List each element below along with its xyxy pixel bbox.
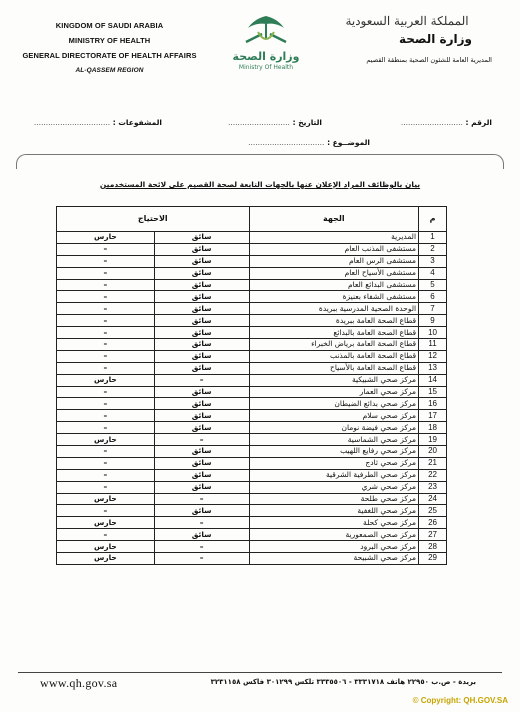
header-kingdom-ar: المملكة العربية السعودية bbox=[345, 14, 469, 28]
row-organization: مركز صحي رفايع اللهيب bbox=[249, 446, 419, 458]
row-need-second: – bbox=[57, 267, 155, 279]
table-row bbox=[57, 362, 447, 374]
number-label: الرقم : bbox=[465, 118, 492, 127]
row-organization: مركز صحي ثادج bbox=[249, 457, 419, 469]
row-organization: مستشفى البدائع العام bbox=[249, 279, 419, 291]
row-number: 22 bbox=[419, 469, 447, 481]
row-number: 6 bbox=[419, 291, 447, 303]
row-organization: مركز صحي اللغفية bbox=[249, 505, 419, 517]
logo-english-text: Ministry Of Health bbox=[238, 64, 294, 71]
row-need-first: سائق bbox=[154, 315, 249, 327]
table-row bbox=[57, 517, 447, 529]
row-need-second: – bbox=[57, 481, 155, 493]
row-need-first: سائق bbox=[154, 457, 249, 469]
row-need-second: حارس bbox=[57, 493, 155, 505]
attachments-label: المشفوعات : bbox=[112, 118, 162, 127]
row-need-first: سائق bbox=[154, 529, 249, 541]
row-number: 26 bbox=[419, 517, 447, 529]
row-need-second: – bbox=[57, 422, 155, 434]
row-organization: قطاع الصحة العامة برياض الخبراء bbox=[249, 339, 419, 351]
table-row bbox=[57, 232, 447, 244]
row-number: 12 bbox=[419, 350, 447, 362]
table-row bbox=[57, 243, 447, 255]
row-need-first: – bbox=[154, 541, 249, 553]
header-divider bbox=[16, 154, 504, 169]
row-number: 19 bbox=[419, 434, 447, 446]
logo-arabic-text: وزارة الصحة bbox=[232, 50, 300, 63]
row-need-first: سائق bbox=[154, 446, 249, 458]
row-organization: الوحدة الصحية المدرسية ببريدة bbox=[249, 303, 419, 315]
row-need-first: سائق bbox=[154, 339, 249, 351]
row-organization: مستشفى الأسياح العام bbox=[249, 267, 419, 279]
row-need-first: سائق bbox=[154, 303, 249, 315]
row-number: 5 bbox=[419, 279, 447, 291]
row-need-second: – bbox=[57, 339, 155, 351]
document-title: بيان بالوظائف المراد الإعلان عنها بالجهات التابعة لصحة القصيم على لائحة المستخدمين bbox=[99, 180, 421, 189]
table-row bbox=[57, 422, 447, 434]
row-need-second: – bbox=[57, 303, 155, 315]
table-row bbox=[57, 505, 447, 517]
row-organization: مركز صحي البرود bbox=[249, 541, 419, 553]
header-directorate-ar: المديرية العامة للشئون الصحية بمنطقة القصيم bbox=[366, 56, 492, 64]
letter-meta-row bbox=[20, 118, 492, 132]
row-need-first: سائق bbox=[154, 291, 249, 303]
table-row bbox=[57, 541, 447, 553]
row-need-second: – bbox=[57, 350, 155, 362]
row-need-first: – bbox=[154, 434, 249, 446]
header-english-block bbox=[22, 18, 197, 78]
row-organization: مركز صحي الشبيكية bbox=[249, 374, 419, 386]
row-need-second: حارس bbox=[57, 434, 155, 446]
row-number: 27 bbox=[419, 529, 447, 541]
table-header-row bbox=[57, 207, 447, 232]
header-ministry-en: MINISTRY OF HEALTH bbox=[68, 36, 151, 45]
table-row bbox=[57, 457, 447, 469]
row-number: 15 bbox=[419, 386, 447, 398]
subject-dots: ................................ bbox=[248, 138, 325, 147]
date-field bbox=[228, 118, 322, 127]
row-need-first: سائق bbox=[154, 481, 249, 493]
row-need-first: سائق bbox=[154, 398, 249, 410]
table-row bbox=[57, 350, 447, 362]
table-row bbox=[57, 279, 447, 291]
date-dots: .......................... bbox=[227, 118, 290, 127]
table-row bbox=[57, 481, 447, 493]
row-number: 1 bbox=[419, 232, 447, 244]
copyright-watermark: © Copyright: QH.GOV.SA bbox=[412, 696, 508, 705]
table-row bbox=[57, 374, 447, 386]
row-organization: قطاع الصحة العامة ببريدة bbox=[249, 315, 419, 327]
attachments-dots: ................................ bbox=[33, 118, 111, 127]
table-row bbox=[57, 267, 447, 279]
number-field bbox=[401, 118, 492, 127]
row-number: 16 bbox=[419, 398, 447, 410]
row-organization: مركز صحي الطرفية الشرقية bbox=[249, 469, 419, 481]
row-need-second: حارس bbox=[57, 517, 155, 529]
row-need-first: سائق bbox=[154, 362, 249, 374]
row-number: 23 bbox=[419, 481, 447, 493]
row-organization: مركز صحي الشبيحة bbox=[249, 553, 419, 565]
row-organization: مركز صحي شري bbox=[249, 481, 419, 493]
row-need-second: – bbox=[57, 255, 155, 267]
row-need-second: – bbox=[57, 386, 155, 398]
row-organization: مركز صحي كحلة bbox=[249, 517, 419, 529]
table-row bbox=[57, 327, 447, 339]
ministry-logo bbox=[226, 12, 306, 80]
row-organization: مركز صحي الصمعورية bbox=[249, 529, 419, 541]
row-organization: مركز صحي فيضة نومان bbox=[249, 422, 419, 434]
row-need-second: – bbox=[57, 243, 155, 255]
row-number: 3 bbox=[419, 255, 447, 267]
row-number: 4 bbox=[419, 267, 447, 279]
attachments-field bbox=[34, 118, 162, 127]
row-need-first: سائق bbox=[154, 410, 249, 422]
table-row bbox=[57, 434, 447, 446]
row-need-first: سائق bbox=[154, 267, 249, 279]
palm-emblem-icon bbox=[236, 12, 296, 48]
row-need-first: سائق bbox=[154, 422, 249, 434]
row-number: 21 bbox=[419, 457, 447, 469]
row-need-first: سائق bbox=[154, 279, 249, 291]
row-need-second: – bbox=[57, 398, 155, 410]
footer-contact-info: بريدة - ص.ب ٢٢٩٥٠ هاتف ٣٣٣١٧١٨ - ٣٣٣٥٥٠٦ تلكس ٣٠١٢٩٩ فاكس ٣٢٣١١٥٨ bbox=[210, 678, 476, 686]
header-directorate-en: GENERAL DIRECTORATE OF HEALTH AFFAIRS bbox=[22, 51, 197, 60]
table-row bbox=[57, 291, 447, 303]
row-need-first: – bbox=[154, 517, 249, 529]
row-organization: مستشفى المذنب العام bbox=[249, 243, 419, 255]
row-organization: قطاع الصحة العامة بالبدائع bbox=[249, 327, 419, 339]
row-need-first: سائق bbox=[154, 505, 249, 517]
row-organization: مركز صحي بدائع الضيطان bbox=[249, 398, 419, 410]
row-need-first: – bbox=[154, 374, 249, 386]
row-number: 9 bbox=[419, 315, 447, 327]
row-number: 24 bbox=[419, 493, 447, 505]
row-need-second: – bbox=[57, 291, 155, 303]
row-organization: مركز صحي الشماسية bbox=[249, 434, 419, 446]
row-need-first: سائق bbox=[154, 232, 249, 244]
row-organization: مستشفى الرس العام bbox=[249, 255, 419, 267]
row-number: 7 bbox=[419, 303, 447, 315]
row-need-second: – bbox=[57, 469, 155, 481]
table-row bbox=[57, 553, 447, 565]
row-number: 20 bbox=[419, 446, 447, 458]
row-need-first: سائق bbox=[154, 386, 249, 398]
row-organization: مركز صحي سلام bbox=[249, 410, 419, 422]
row-number: 13 bbox=[419, 362, 447, 374]
header-region-en: AL-QASSEM REGION bbox=[75, 67, 144, 74]
row-number: 11 bbox=[419, 339, 447, 351]
row-number: 25 bbox=[419, 505, 447, 517]
table-row bbox=[57, 469, 447, 481]
row-need-first: سائق bbox=[154, 350, 249, 362]
table-row bbox=[57, 315, 447, 327]
jobs-table bbox=[56, 206, 447, 565]
footer-divider bbox=[18, 672, 502, 673]
header-kingdom-en: KINGDOM OF SAUDI ARABIA bbox=[55, 21, 164, 30]
row-need-first: – bbox=[154, 493, 249, 505]
header-ministry-ar: وزارة الصحة bbox=[398, 32, 472, 46]
row-need-second: – bbox=[57, 410, 155, 422]
table-row bbox=[57, 339, 447, 351]
row-number: 18 bbox=[419, 422, 447, 434]
row-need-second: – bbox=[57, 327, 155, 339]
row-need-second: حارس bbox=[57, 232, 155, 244]
row-need-first: – bbox=[154, 553, 249, 565]
row-need-second: – bbox=[57, 529, 155, 541]
subject-field bbox=[170, 138, 370, 152]
table-row bbox=[57, 446, 447, 458]
table-row bbox=[57, 529, 447, 541]
row-number: 29 bbox=[419, 553, 447, 565]
row-need-second: – bbox=[57, 457, 155, 469]
table-row bbox=[57, 303, 447, 315]
row-need-first: سائق bbox=[154, 469, 249, 481]
table-row bbox=[57, 255, 447, 267]
row-need-second: – bbox=[57, 362, 155, 374]
table-row bbox=[57, 398, 447, 410]
row-organization: المديرية bbox=[249, 232, 419, 244]
row-organization: قطاع الصحة العامة بالأسياح bbox=[249, 362, 419, 374]
table-row bbox=[57, 386, 447, 398]
row-need-first: سائق bbox=[154, 243, 249, 255]
table-row bbox=[57, 493, 447, 505]
row-need-second: – bbox=[57, 446, 155, 458]
col-header-org: الجهة bbox=[249, 207, 419, 232]
header-arabic-block bbox=[322, 14, 492, 64]
row-need-first: سائق bbox=[154, 327, 249, 339]
row-need-second: – bbox=[57, 505, 155, 517]
row-need-first: سائق bbox=[154, 255, 249, 267]
subject-label: الموضــوع : bbox=[327, 138, 370, 147]
table-row bbox=[57, 410, 447, 422]
row-organization: مركز صحي طلحة bbox=[249, 493, 419, 505]
footer-website: www.qh.gov.sa bbox=[40, 676, 118, 690]
row-number: 14 bbox=[419, 374, 447, 386]
date-label: التاريخ : bbox=[292, 118, 322, 127]
row-organization: مستشفى الشفاء بعنيزة bbox=[249, 291, 419, 303]
row-need-second: – bbox=[57, 315, 155, 327]
col-header-need: الاحتياج bbox=[57, 207, 250, 232]
col-header-number: م bbox=[419, 207, 447, 232]
row-need-second: حارس bbox=[57, 541, 155, 553]
row-number: 2 bbox=[419, 243, 447, 255]
number-dots: .......................... bbox=[400, 118, 463, 127]
row-need-second: – bbox=[57, 279, 155, 291]
row-organization: مركز صحي العمار bbox=[249, 386, 419, 398]
row-number: 28 bbox=[419, 541, 447, 553]
row-need-second: حارس bbox=[57, 374, 155, 386]
row-number: 17 bbox=[419, 410, 447, 422]
row-organization: قطاع الصحة العامة بالمذنب bbox=[249, 350, 419, 362]
row-need-second: حارس bbox=[57, 553, 155, 565]
row-number: 10 bbox=[419, 327, 447, 339]
